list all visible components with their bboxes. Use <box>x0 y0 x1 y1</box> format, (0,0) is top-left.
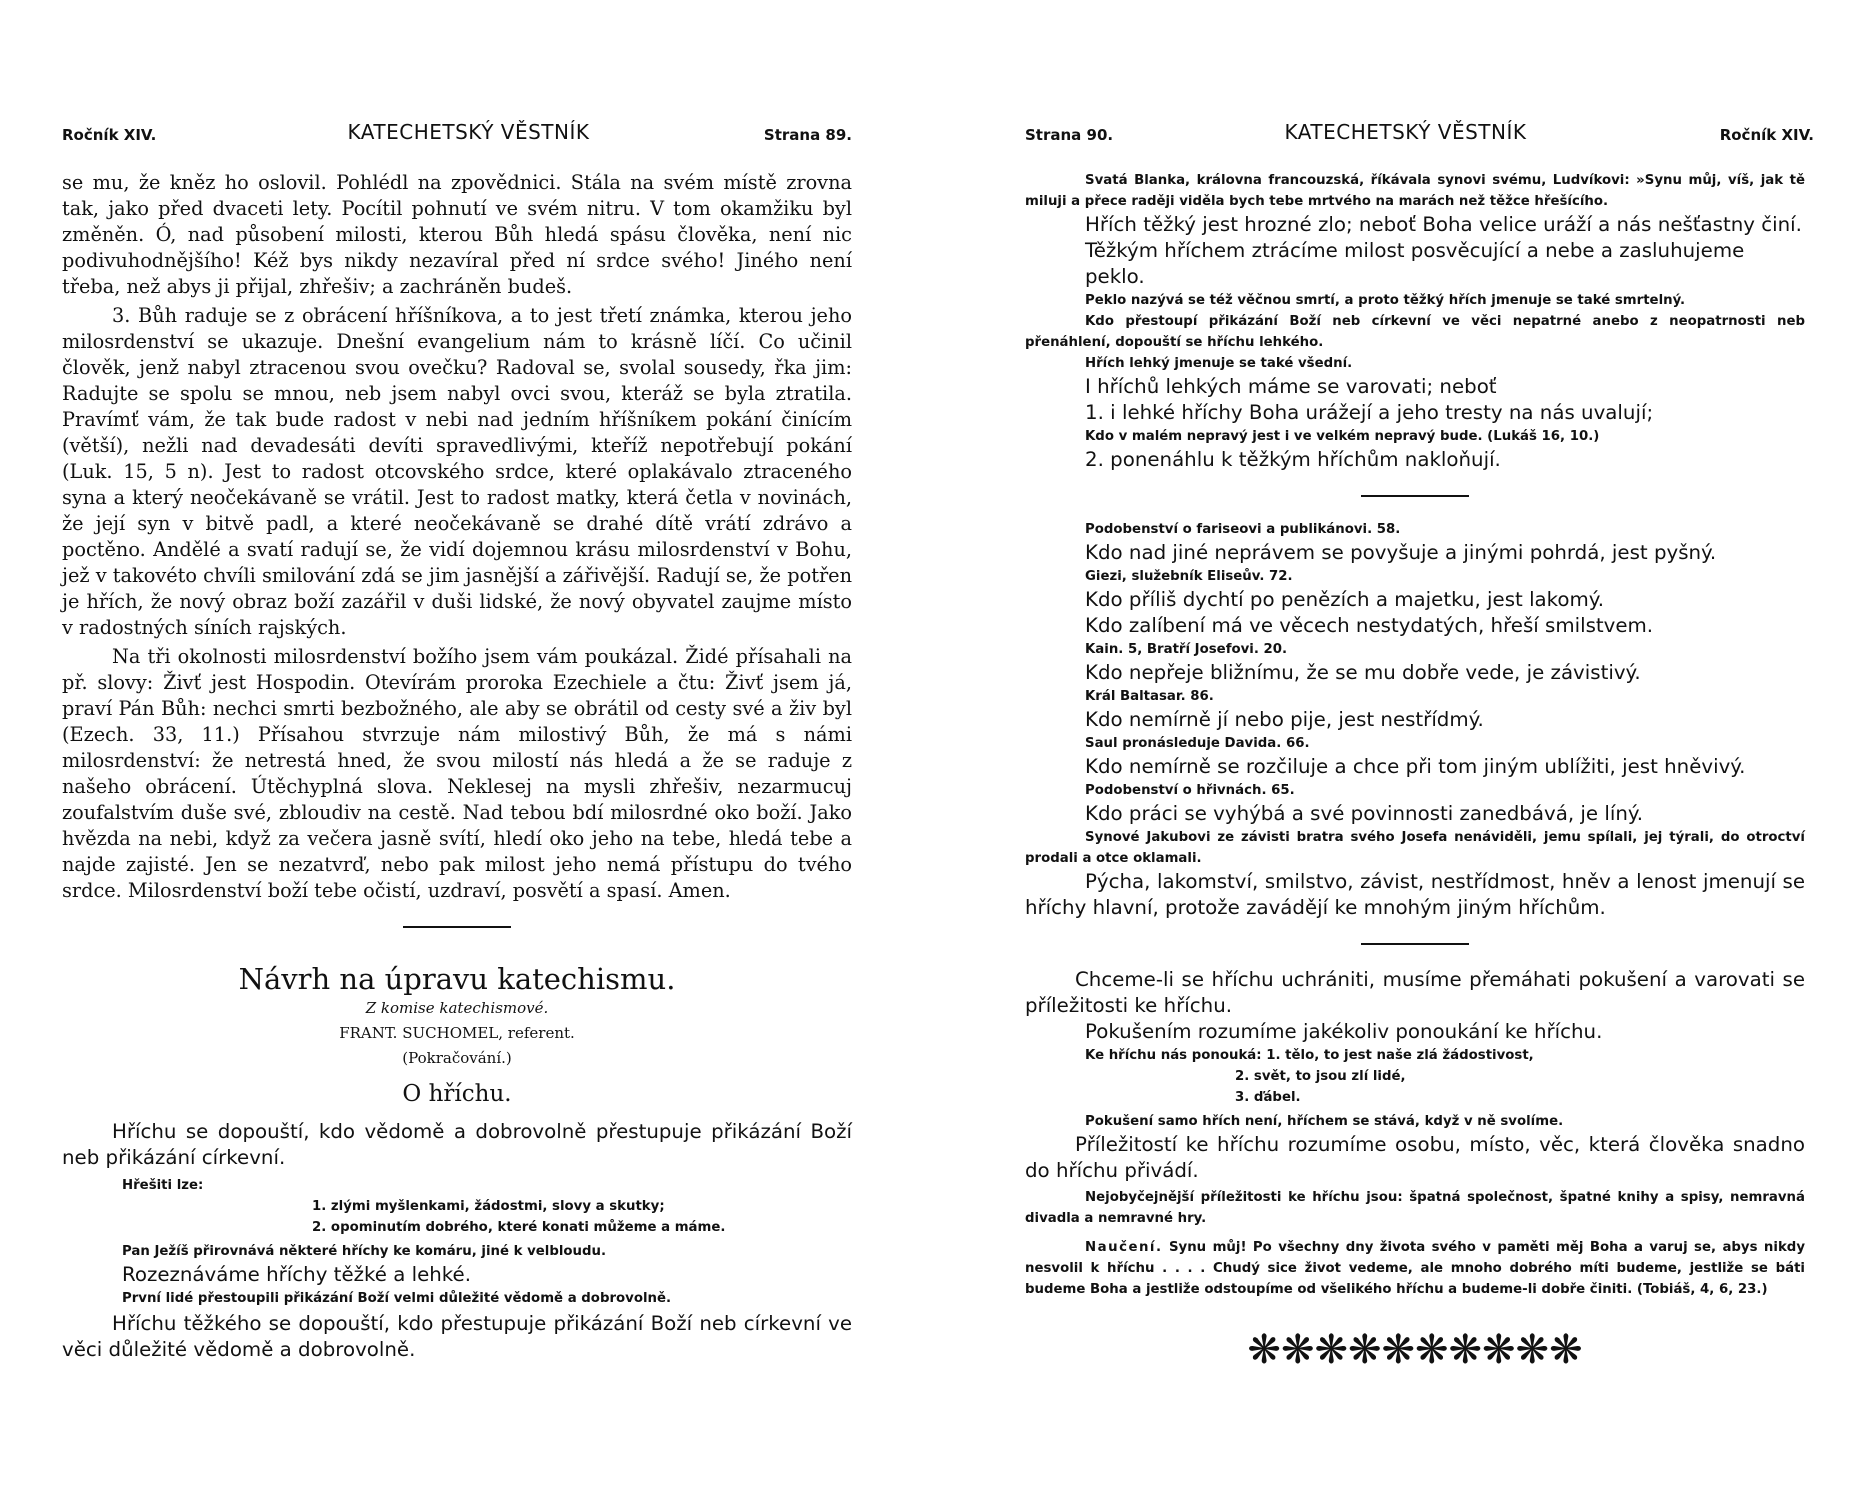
note-text: Pokušení samo hřích není, hříchem se stává, když v ně svolíme. <box>1085 1114 1564 1129</box>
list-item: 1. tělo, to jest naše zlá žádostivost, <box>1266 1048 1534 1063</box>
vice-definition: Kdo práci se vyhýbá a své povinnosti zanedbává, je líný. <box>1085 802 1644 825</box>
page-number: Strana 89. <box>763 126 852 144</box>
vice-reference: Kain. 5, Bratří Josefovi. 20. <box>1085 642 1288 657</box>
vices-list <box>1025 519 1805 921</box>
article-status: (Pokračování.) <box>402 1049 512 1067</box>
list-item: 2. svět, to jsou zlí lidé, <box>1235 1069 1406 1084</box>
divider <box>1361 943 1469 945</box>
paragraph: 3. Bůh raduje se z obrácení hříšníkova, a to jest třetí známka, kterou jeho milosrdenství se ukazuje. Dnešní evangelium nám to krásně líčí. Co učinil člověk, jenž nabyl ztracenou svou ovečku? Radoval se, svolal sousedy, řka jim: Radujte se spolu se mnou, neb jsem nabyl ovci svou, kteráž se byla ztratila. Pravímť vám, že tak bude radost v nebi nad jedním hříšníkem pokání činícím (větší), nežli nad devadesáti devíti spravedlivými, kteříž nepotřebují pokání (Luk. 15, 5 n). Jest to radost otcovského srdce, které oplakávalo ztraceného syna a který neočekávaně se vrátil. Jest to radost matky, která četla v novinách, že její syn v bitvě padl, a které neočekávaně se drahé dítě vrátí zdrávo a poctěno. Andělé a svatí radují se, že vidí dojemnou krásu milosrdenství v Bohu, jež v takovéto chvíli smilování zdá se jim jasnější a zářivější. Radují se, že potřen je hřích, že nový obraz boží zazářil v duši lidské, že nový obyvatel zaujme místo v radostných síních rajských. <box>62 304 852 639</box>
article-source: Z komise katechismové. <box>365 999 549 1017</box>
section-title: O hříchu. <box>402 1081 512 1107</box>
article-author: FRANT. SUCHOMEL, referent. <box>339 1024 575 1042</box>
right-page <box>937 0 1874 1500</box>
list-item: 3. ďábel. <box>1235 1090 1301 1105</box>
vice-reference: Podobenství o hřivnách. 65. <box>1085 783 1295 798</box>
note-label: Ke hříchu nás ponouká: <box>1085 1048 1262 1063</box>
definition-text: Hříchu těžkého se dopouští, kdo přestupuje přikázání Boží neb církevní ve věci důležité vědomě a dobrovolně. <box>62 1312 852 1361</box>
tempters-list <box>1025 1045 1805 1066</box>
vice-reference: Giezi, služebník Eliseův. 72. <box>1085 569 1293 584</box>
paragraph: se mu, že kněz ho oslovil. Pohlédl na zpovědnici. Stála na svém místě zrovna tak, jako před dvaceti lety. Pocítil pohnutí ve svém nitru. V tom okamžiku byl změněn. Ó, nad působení milosti, kterou Bůh hledá spásu člověka, není nic podivuhodnějšího! Kéž bys nikdy nezavíral před ní srdce svého! Jiného není třeba, než abys ji přijal, zhřešiv; a zachráněn budeš. <box>62 171 852 298</box>
definition-text: Rozeznáváme hříchy těžké a lehké. <box>122 1263 472 1286</box>
definition-text: Hříchu se dopouští, kdo vědomě a dobrovolně přestupuje přikázání Boží neb přikázání církevní. <box>62 1120 852 1169</box>
quote-text: Kdo v malém nepravý jest i ve velkém nepravý bude. (Lukáš 16, 10.) <box>1085 429 1600 444</box>
volume-label: Ročník XIV. <box>1719 126 1814 144</box>
note-text: Svatá Blanka, královna francouzská, říkávala synovi svému, Ludvíkovi: »Synu můj, víš, jak tě miluji a přece raději viděla bych tebe mrtvého na marách než těžce hřešícího. <box>1025 173 1805 209</box>
journal-title: KATECHETSKÝ VĚSTNÍK <box>1284 120 1527 144</box>
paragraph: Na tři okolnosti milosrdenství božího jsem vám poukázal. Židé přísahali na př. slovy: Živť jest Hospodin. Otevírám proroka Ezechiele a čtu: Živť jsem já, praví Pán Bůh: nechci smrti bezbožného, ale aby se obrátil od cesty své a živ byl (Ezech. 33, 11.) Přísahou stvrzuje nám milostivý Bůh, že má s námi milosrdenství: že netrestá hned, že svou milostí nás hledá a že se raduje z našeho obrácení. Útěchyplná slova. Neklesej na mysli zhřešiv, nezarmucuj zoufalstvím duše své, zbloudiv na cestě. Nad tebou bdí milosrdné oko boží. Jako hvězda na nebi, když za večera jasně svítí, hledí oko jeho na tebe, hledá tebe a najde zajisté. Jen se nezatvrď, nebo pak milost jeho nemá přístupu do tvého srdce. Milosrdenství boží tebe očistí, uzdraví, posvětí a spasí. Amen. <box>62 645 852 902</box>
page-header <box>937 120 1874 150</box>
vice-definition: Kdo nad jiné neprávem se povyšuje a jinými pohrdá, jest pyšný. <box>1085 541 1717 564</box>
ornament-icon: ❋❋❋❋❋❋❋❋❋❋ <box>1247 1327 1583 1373</box>
definition-text: I hříchů lehkých máme se varovati; neboť <box>1085 375 1497 398</box>
vice-definition: Kdo nemírně se rozčiluje a chce při tom jiným ublížiti, jest hněvivý. <box>1085 755 1746 778</box>
note-label: Hřešiti lze: <box>122 1178 204 1193</box>
note-text: Nejobyčejnější příležitosti ke hříchu jsou: špatná společnost, špatné knihy a spisy, nemravná divadla a nemravné hry. <box>1025 1190 1805 1226</box>
vice-definition: Kdo nepřeje bližnímu, že se mu dobře vede, je závistivý. <box>1085 661 1641 684</box>
vice-definition: Kdo zalíbení má ve věcech nestydatých, hřeší smilstvem. <box>1085 614 1654 637</box>
volume-label: Ročník XIV. <box>62 126 157 144</box>
page-header <box>0 120 937 150</box>
right-column <box>1025 170 1805 1372</box>
definition-text: 1. i lehké hříchy Boha urážejí a jeho tresty na nás uvalují; <box>1085 401 1654 424</box>
divider <box>403 926 511 928</box>
vice-reference: Podobenství o fariseovi a publikánovi. 58. <box>1085 522 1401 537</box>
definition-text: Pokušením rozumíme jakékoliv ponoukání ke hříchu. <box>1085 1020 1603 1043</box>
vice-reference: Synové Jakubovi ze závisti bratra svého Josefa nenáviděli, jemu spílali, jej týrali, do otroctví prodali a otce oklamali. <box>1025 830 1805 866</box>
list-item: 2. opominutím dobrého, které konati můžeme a máme. <box>312 1220 726 1235</box>
vice-definition: Kdo nemírně jí nebo pije, jest nestřídmý. <box>1085 708 1484 731</box>
definition-text: Těžkým hříchem ztrácíme milost posvěcující a nebe a zasluhujeme peklo. <box>1085 239 1745 288</box>
definition-text: Hřích těžký jest hrozné zlo; neboť Boha velice uráží a nás nešťastny činí. <box>1085 213 1802 236</box>
definition-text: 2. ponenáhlu k těžkým hříchům nakloňují. <box>1085 448 1501 471</box>
definition-text: Chceme-li se hříchu uchrániti, musíme přemáhati pokušení a varovati se příležitosti ke hříchu. <box>1025 968 1805 1017</box>
vice-definition: Kdo příliš dychtí po penězích a majetku, jest lakomý. <box>1085 588 1604 611</box>
lesson-label: Naučení. <box>1085 1240 1163 1255</box>
note-text: První lidé přestoupili přikázání Boží velmi důležité vědomě a dobrovolně. <box>122 1291 672 1306</box>
note-text: Peklo nazývá se též věčnou smrtí, a proto těžký hřích jmenuje se také smrtelný. <box>1085 293 1686 308</box>
note-text: Pan Ježíš přirovnává některé hříchy ke komáru, jiné k velbloudu. <box>122 1244 607 1259</box>
vice-definition: Pýcha, lakomství, smilstvo, závist, nestřídmost, hněv a lenost jmenují se hříchy hlavní, protože zavádějí ke mnohým jiným hříchům. <box>1025 870 1805 919</box>
list-item: 1. zlými myšlenkami, žádostmi, slovy a skutky; <box>312 1199 665 1214</box>
vice-reference: Saul pronásleduje Davida. 66. <box>1085 736 1310 751</box>
vice-reference: Král Baltasar. 86. <box>1085 689 1214 704</box>
left-column <box>62 170 852 1363</box>
note-text: Hřích lehký jmenuje se také všední. <box>1085 356 1353 371</box>
divider <box>1361 495 1469 497</box>
journal-title: KATECHETSKÝ VĚSTNÍK <box>347 120 590 144</box>
lesson-text <box>1025 1237 1805 1300</box>
lesson-body: Synu můj! Po všechny dny života svého v paměti měj Boha a varuj se, abys nikdy nesvolil k hříchu . . . . Chudý sice život vedeme, ale mnoho dobrého míti budeme, jestliže se báti budeme Boha a jestliže odstoupíme od všelikého hříchu a budeme-li dobře činiti. (Tobiáš, 4, 6, 23.) <box>1025 1240 1805 1297</box>
definition-text: Příležitostí ke hříchu rozumíme osobu, místo, věc, která člověka snadno do hříchu přivádí. <box>1025 1133 1805 1182</box>
article-title: Návrh na úpravu katechismu. <box>238 962 676 996</box>
page-number: Strana 90. <box>1025 126 1114 144</box>
note-text: Kdo přestoupí přikázání Boží neb církevní ve věci nepatrné anebo z neopatrnosti neb přenáhlení, dopouští se hříchu lehkého. <box>1025 314 1805 350</box>
